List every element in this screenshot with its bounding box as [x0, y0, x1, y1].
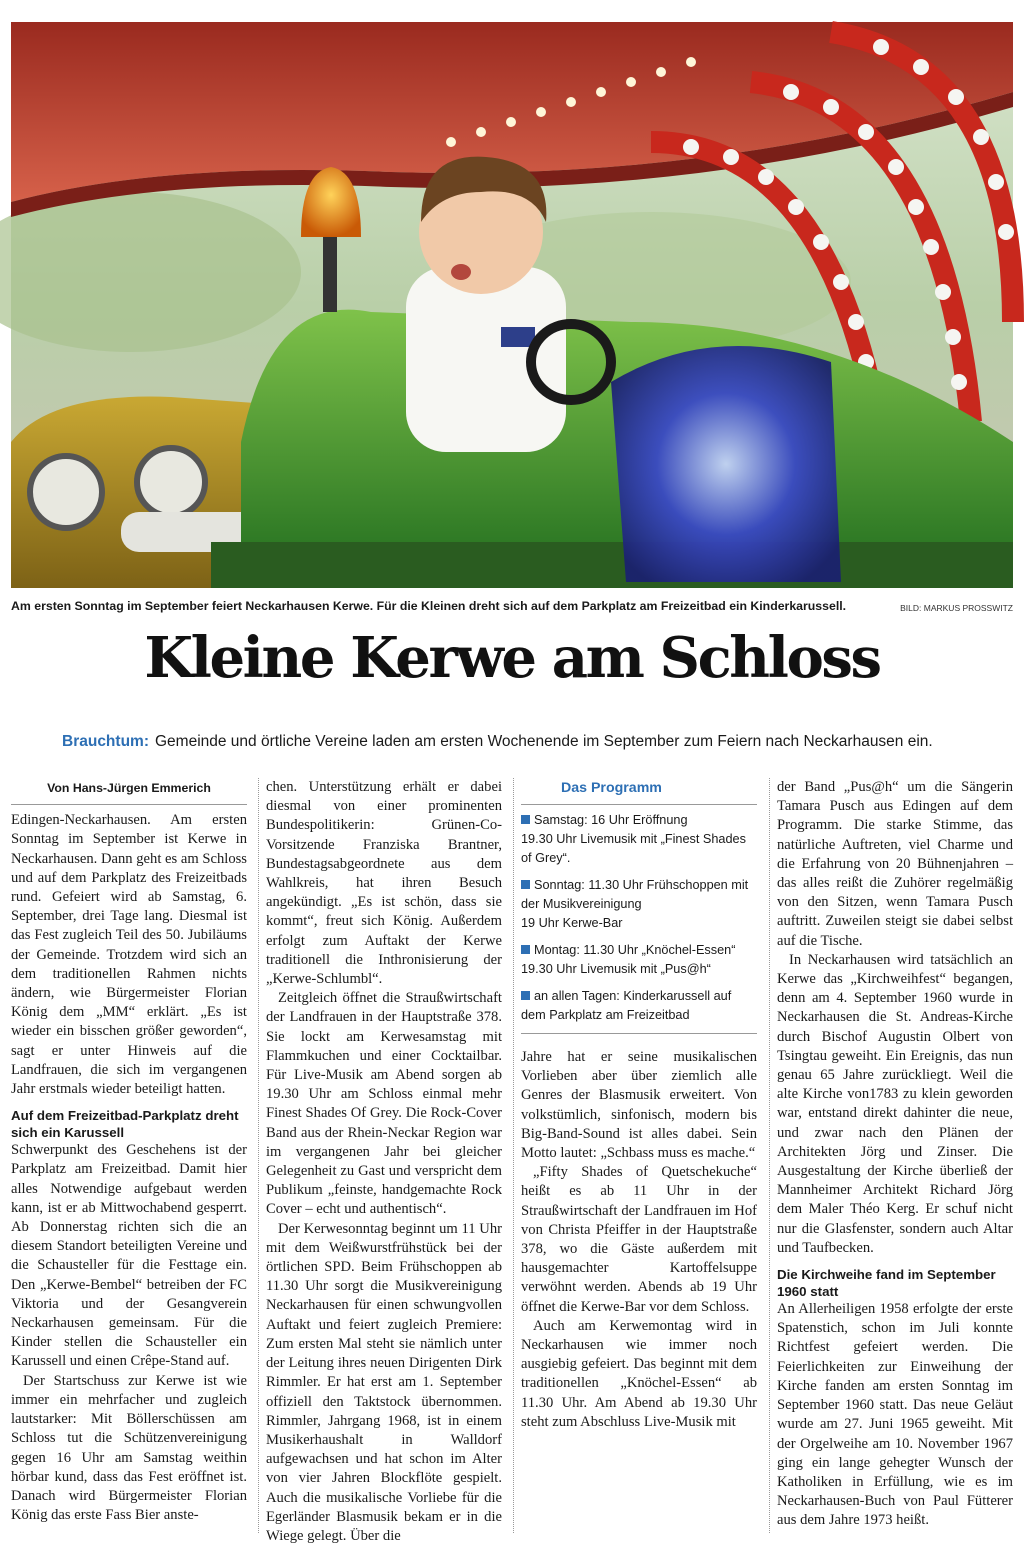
- program-item: [521, 941, 757, 979]
- column-divider: [769, 778, 770, 1533]
- bullet-icon: [521, 945, 530, 954]
- paragraph: Edingen-Neckarhausen. Am ersten Sonntag im September ist Kerwe in Neckarhausen. Dann geht es am Schloss und auf dem Parkplatz des Freizeitbads rund. Gefeiert wird ab Samstag, 6. September, drei Tage lang. Diesmal ist das Fest zugleich Teil des 50. Jubiläums der Gemeinde. Trotzdem wird sich an dem traditionellen Rahmen nichts ändern, wie Bürgermeister Florian König dem „MM“ erklärt. „Es ist wieder ein bisschen größer geworden“, sagt er unter Hinweis auf die Landfrauen, die sich im vergangenen Jahr erstmals wieder beteiligt hatten.: [11, 812, 247, 1098]
- program-box: [521, 778, 757, 1034]
- paragraph: Jahre hat er seine musikalischen Vorlieben aber über ziemlich alle Genres der Blasmusik erweitert. Von volkstümlich, sinfonisch, modern bis Big-Band-Sound ist alles dabei. Sein Motto lautet: „Schbass muss es mache.“: [521, 1049, 757, 1162]
- program-item: [521, 811, 757, 868]
- program-item-detail: 19.30 Uhr Livemusik mit „Pus@h“: [521, 962, 711, 976]
- crosshead: Die Kirchweihe fand im September 1960 statt: [777, 1267, 996, 1300]
- photo-caption: Am ersten Sonntag im September feiert Neckarhausen Kerwe. Für die Kleinen dreht sich auf dem Parkplatz am Freizeitbad ein Kinderkarussell.: [11, 599, 847, 613]
- subhead-text: Gemeinde und örtliche Vereine laden am ersten Wochenende im September zum Feiern nach Neckarhausen ein.: [154, 733, 933, 750]
- article-column-4: [777, 778, 1013, 1533]
- paragraph: „Fifty Shades of Quetschekuche“ heißt es ab 11 Uhr in der Straußwirtschaft der Landfrauen im Hof von Christa Pfeiffer in der Hauptstraße 378, wo die Gäste außerdem mit hausgemachter Kartoffelsuppe verwöhnt werden. Abends ab 19 Uhr öffnet die Kerwe-Bar vor dem Schloss.: [521, 1164, 757, 1315]
- program-item-detail: 19 Uhr Kerwe-Bar: [521, 916, 623, 930]
- paragraph: Der Kerwesonntag beginnt um 11 Uhr mit dem Weißwurstfrühstück bei der örtlichen SPD. Beim Frühschoppen ab 11.30 Uhr sorgt die Musikvereinigung Neckarhausen für einen schwungvollen Auftakt und feiert zugleich Premiere: Zum ersten Mal steht sie nämlich unter der Leitung ihres neuen Dirigenten Dirk Rimmler. Er hat erst am 1. September offiziell den Taktstock übernommen. Rimmler, Jahrgang 1968, ist in einem Musikerhaushalt in Walldorf aufgewachsen und hat schon im Alter von vier Jahren Blockflöte gespielt. Auch die musikalische Vorliebe für die Egerländer Blasmusik bekam er in die Wiege gelegt. Über die: [266, 1220, 502, 1544]
- column-divider: [513, 778, 514, 1533]
- byline: Von Hans-Jürgen Emmerich: [11, 778, 247, 805]
- paragraph: Zeitgleich öffnet die Straußwirtschaft der Landfrauen in der Hauptstraße 378. Sie lockt am Kerwesamstag mit Flammkuchen und einer Cocktailbar. Für Live-Musik am Abend sorgen ab 19.30 Uhr am Schloss einmal mehr Finest Shades Of Grey. Die Rock-Cover Band aus der Rhein-Neckar Region war im vergangenen Jahr bei gleicher Gelegenheit zu Gast und verspricht dem Publikum „feinste, handgemachte Rock Cover – echt und authentisch“.: [266, 990, 502, 1218]
- paragraph: Der Startschuss zur Kerwe ist wie immer ein mehrfacher und zugleich lautstarker: Mit Böllerschüssen am Schloss tut die Schützenvereinigung gegen 16 Uhr am Samstag weithin hörbar kund, dass das Fest eröffnet ist. Danach wird Bürgermeister Florian König das erste Fass Bier anste-: [11, 1372, 247, 1524]
- program-title: Das Programm: [521, 779, 757, 805]
- program-item-text: Montag: 11.30 Uhr „Knöchel-Essen“: [534, 943, 736, 957]
- paragraph: Auch am Kerwemontag wird in Neckarhausen wie immer noch ausgiebig gefeiert. Das beginnt mit dem traditionellen „Knöchel-Essen“ ab 11.30 Uhr. Am Abend ab 19.30 Uhr steht zum Abschluss Live-Musik mit: [521, 1317, 757, 1430]
- paragraph: Schwerpunkt des Geschehens ist der Parkplatz am Freizeitbad. Damit hier alles Notwendige aufgebaut werden kann, ist er ab Mittwochabend gesperrt. Ab Donnerstag richten sich die an diesem Standort beteiligten Vereine und die Schausteller für die Festtage ein. Den „Kerwe-Bembel“ betreiben der FC Viktoria und der Gesangverein Neckarhausen gemeinsam. Für die Kinder stellen die Schausteller ein Karussell und einen Crêpe-Stand auf.: [11, 1142, 247, 1370]
- paragraph: chen. Unterstützung erhält er dabei diesmal von einer prominenten Bundespolitikerin: Grünen-Co-Vorsitzende Franziska Brantner, Bundestagsabgeordnete aus dem Wahlkreis, hat ihren Besuch angekündigt. „Es ist schön, dass sie kommt“, freut sich König. Außerdem erfolgt zum Auftakt der Kerwe traditionell die Inthronisierung der „Kerwe-Schlumbl“.: [266, 779, 502, 988]
- program-item: [521, 987, 757, 1025]
- program-item-text: Sonntag: 11.30 Uhr Frühschoppen mit der Musikvereinigung: [521, 878, 749, 911]
- crosshead: Auf dem Freizeitbad-Parkplatz dreht sich ein Karussell: [11, 1108, 239, 1141]
- program-item-detail: 19.30 Uhr Livemusik mit „Finest Shades of Grey“.: [521, 832, 746, 865]
- article-photo: [11, 22, 1013, 588]
- article-subhead: [62, 733, 1002, 751]
- article-headline: Kleine Kerwe am Schloss: [144, 625, 880, 691]
- paragraph: An Allerheiligen 1958 erfolgte der erste Spatenstich, schon im Juli konnte Richtfest gefeiert werden. Die Feierlichkeiten zur Einweihung der Kirche fanden am ersten Sonntag im September 1960 statt. Das neue Geläut wurde am 27. Juni 1965 geweiht. Mit der Orgelweihe am 10. November 1967 ging ein lange gehegter Wunsch der Katholiken in Erfüllung, wie es im Neckarhausen-Buch von Paul Fütterer aus dem Jahre 1973 heißt.: [777, 1301, 1013, 1529]
- program-item-text: Samstag: 16 Uhr Eröffnung: [534, 813, 688, 827]
- article-column-2: [266, 778, 502, 1544]
- subhead-kicker: Brauchtum:: [62, 733, 149, 750]
- carousel-photo-illustration: [11, 22, 1013, 588]
- bullet-icon: [521, 991, 530, 1000]
- column-divider: [258, 778, 259, 1533]
- program-item-text: an allen Tagen: Kinderkarussell auf dem Parkplatz am Freizeitbad: [521, 989, 732, 1022]
- article-column-1: [11, 778, 247, 1533]
- program-box-rule: [521, 1033, 757, 1034]
- paragraph: der Band „Pus@h“ um die Sängerin Tamara Pusch aus Edingen auf dem Programm. Die starke Stimme, das natürliche Auftreten, viel Charme und die Erfahrung von 20 Bühnenjahren – das alles reißt die Zuhörer regelmäßig von den Sitzen, wenn Tamara Pusch auftritt. Zuweilen steigt sie dabei selbst auf die Tische.: [777, 779, 1013, 949]
- paragraph: In Neckarhausen wird tatsächlich an Kerwe das „Kirchweihfest“ begangen, denn am 4. September 1960 wurde in Neckarhausen die St. Andreas-Kirche durch Bischof Augustin Olbert von Tsingtau geweiht. Ein Ereignis, das nun genau 65 Jahre zurückliegt. Weil die alte Kirche von1783 zu klein geworden war, entstand direkt dahinter die neue, und zwar nach den Plänen der Architekten Jörg und Zinser. Die Ausgestaltung der Kirche überließ der Mannheimer Architekt Richard Jörg dem Maler Théo Kerg. Er schuf nicht nur die Glasfenster, sondern auch Altar und Taufbecken.: [777, 951, 1013, 1256]
- photo-credit: BILD: MARKUS PROSSWITZ: [900, 603, 1013, 613]
- bullet-icon: [521, 880, 530, 889]
- bullet-icon: [521, 815, 530, 824]
- article-column-3: [521, 778, 757, 1533]
- program-item: [521, 876, 757, 933]
